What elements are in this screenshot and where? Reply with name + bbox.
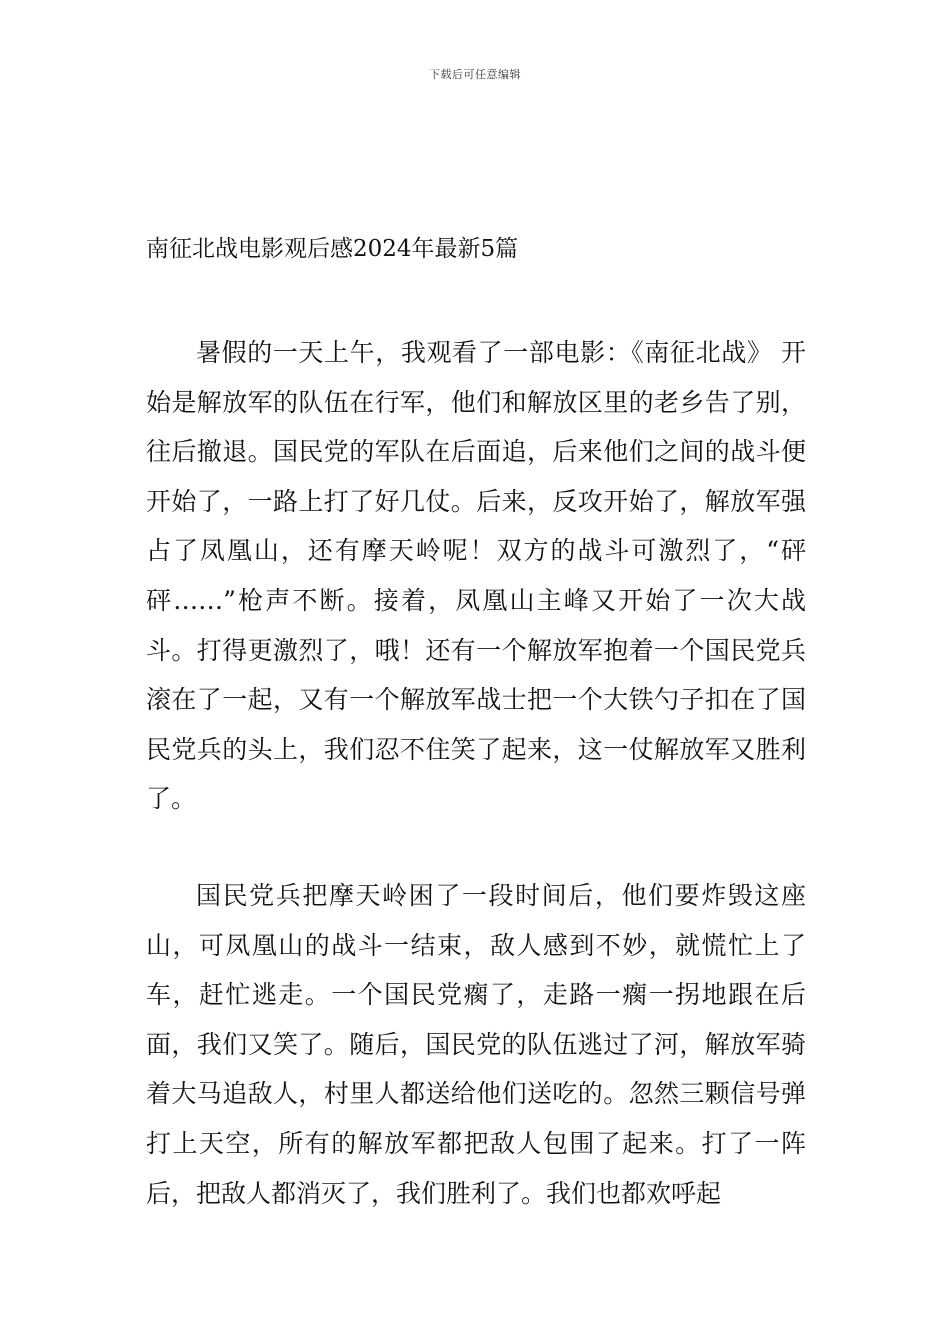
paragraph-2: 国民党兵把摩天岭困了一段时间后，他们要炸毁这座山，可凤凰山的战斗一结束，敌人感到不妙，就慌忙上了车，赶忙逃走。一个国民党瘸了，走路一瘸一拐地跟在后面，我们又笑了。随后，国民党的队伍逃过了河，解放军骑着大马追敌人，村里人都送给他们送吃的。忽然三颗信号弹打上天空，所有的解放军都把敌人包围了起来。打了一阵后，把敌人都消灭了，我们胜利了。我们也都欢呼起 xyxy=(146,881,806,1208)
header-note: 下载后可任意编辑 xyxy=(429,68,521,81)
document-title: 南征北战电影观后感2024年最新5篇 xyxy=(146,236,519,262)
paragraph-1: 暑假的一天上午，我观看了一部电影：《南征北战》 开始是解放军的队伍在行军，他们和解放区里的老乡告了别，往后撤退。国民党的军队在后面追，后来他们之间的战斗便开始了，一路上打了好几仗。后来，反攻开始了，解放军强占了凤凰山，还有摩天岭呢！双方的战斗可激烈了，“砰砰……”枪声不断。接着，凤凰山主峰又开始了一次大战斗。打得更激烈了，哦！还有一个解放军抱着一个国民党兵滚在了一起，又有一个解放军战士把一个大铁勺子扣在了国民党兵的头上，我们忍不住笑了起来，这一仗解放军又胜利了。 xyxy=(146,338,806,814)
